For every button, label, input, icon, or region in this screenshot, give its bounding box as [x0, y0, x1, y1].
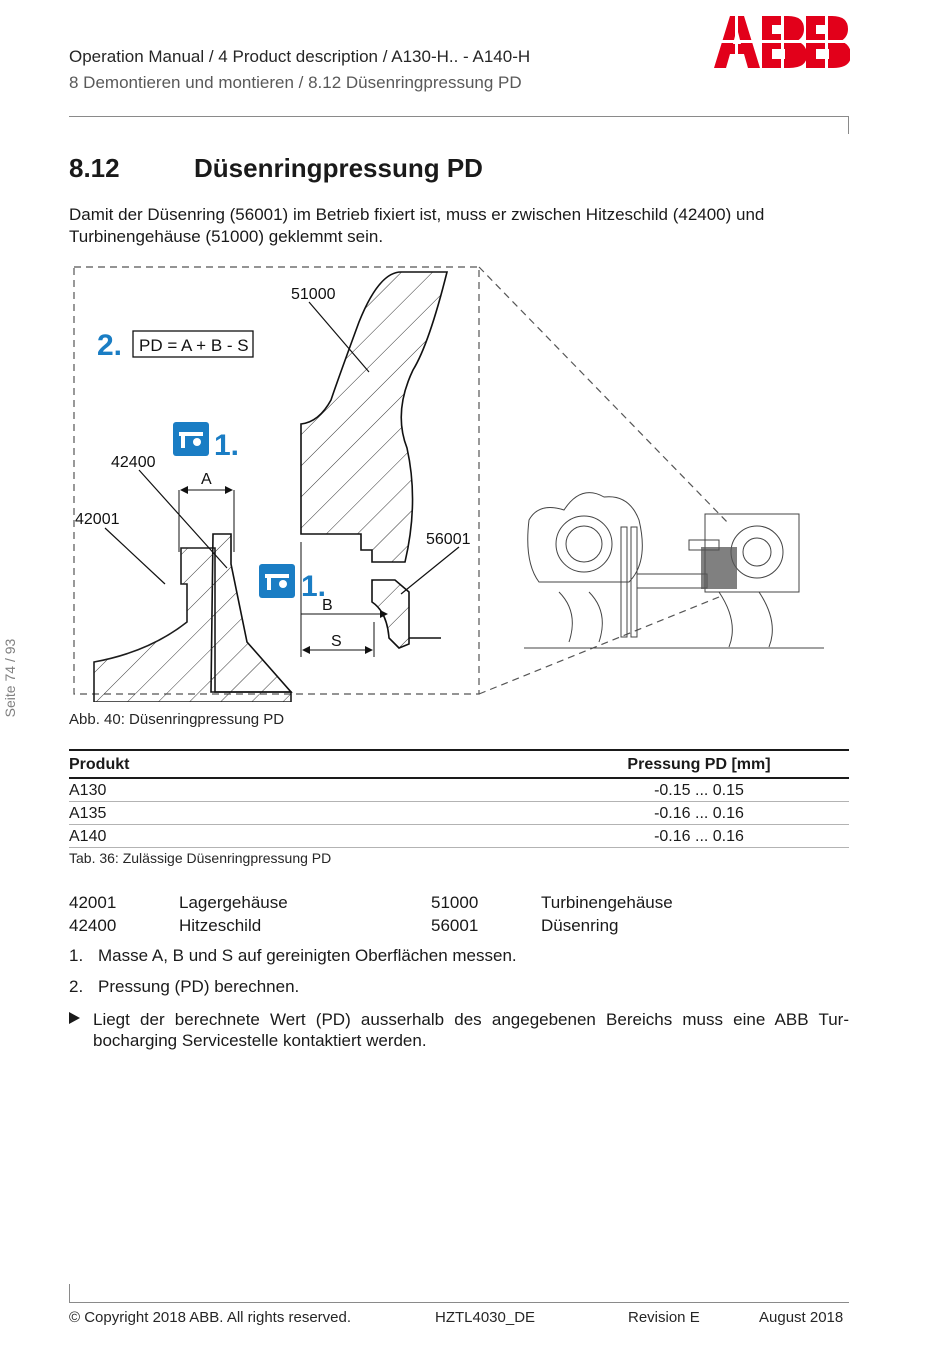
section-number: 8.12	[69, 153, 120, 183]
step-number: 1.	[69, 946, 84, 965]
label-42400: 42400	[111, 454, 156, 471]
footer-rule	[69, 1302, 849, 1303]
step-number: 2.	[69, 977, 84, 996]
section-title: Düsenringpressung PD	[194, 153, 483, 183]
overview-highlight	[701, 547, 737, 589]
result-note	[69, 1009, 849, 1051]
parts-legend	[69, 893, 849, 939]
formula-step-number: 2.	[97, 329, 123, 362]
abb-logo	[714, 16, 850, 68]
measure-step-number: 1.	[301, 570, 327, 603]
legend-name: Düsenring	[541, 916, 619, 935]
list-item	[69, 977, 849, 1008]
table-row	[69, 825, 849, 848]
footer-date: August 2018	[759, 1309, 844, 1326]
page-number-side	[0, 620, 20, 740]
legend-number: 51000	[431, 893, 479, 912]
page-number-text: Seite 74 / 93	[2, 638, 18, 718]
table-cell: A140	[69, 825, 549, 848]
caliper-icon	[173, 422, 209, 456]
legend-number: 56001	[431, 916, 479, 935]
footer-revision: Revision E	[628, 1309, 700, 1326]
result-arrow-icon	[69, 1012, 80, 1024]
table-cell: -0.16 ... 0.16	[549, 802, 849, 825]
turbocharger-overview	[524, 493, 824, 648]
legend-number: 42001	[69, 893, 117, 912]
legend-name: Lagergehäuse	[179, 893, 288, 912]
table-cell: A130	[69, 778, 549, 802]
table-cell: A135	[69, 802, 549, 825]
header-rule	[69, 116, 849, 117]
legend-name: Hitzeschild	[179, 916, 262, 935]
step-text: Pressung (PD) berechnen.	[98, 977, 300, 996]
table-cell: -0.16 ... 0.16	[549, 825, 849, 848]
breadcrumb-line-2: 8 Demontieren und montieren / 8.12 Düsenringpressung PD	[69, 73, 522, 92]
header-tick	[848, 116, 849, 134]
table-row	[69, 802, 849, 825]
procedure-steps	[69, 946, 849, 1008]
column-header: Produkt	[69, 750, 549, 778]
heat-shield-section	[211, 534, 291, 692]
legend-name: Turbinengehäuse	[541, 893, 673, 912]
intro-paragraph: Damit der Düsenring (56001) im Betrieb fixiert ist, muss er zwischen Hitzeschild (42400) und Turbinengehäuse (51000) geklemmt sein.	[69, 205, 765, 246]
pressure-table	[69, 749, 849, 848]
dimension-a-label: A	[201, 471, 212, 488]
measure-step-number: 1.	[214, 429, 240, 462]
legend-number: 42400	[69, 916, 117, 935]
column-header: Pressung PD [mm]	[549, 750, 849, 778]
dimension-b-label: B	[322, 597, 333, 614]
footer-copyright: © Copyright 2018 ABB. All rights reserved.	[69, 1309, 352, 1326]
footer-doc-id: HZTL4030_DE	[435, 1309, 536, 1326]
legend-row	[69, 893, 849, 916]
table-row	[69, 778, 849, 802]
turbine-housing-section	[301, 272, 447, 562]
figure-caption: Abb. 40: Düsenringpressung PD	[69, 711, 285, 728]
legend-row	[69, 916, 849, 939]
formula-text: PD = A + B - S	[139, 336, 249, 355]
footer-tick	[69, 1284, 70, 1302]
result-text: Liegt der berechnete Wert (PD) ausserhalb des angegebenen Bereichs muss eine ABB Turbocharging Servicestelle kontaktiert werden.	[93, 1010, 849, 1050]
dimension-s-label: S	[331, 633, 342, 650]
breadcrumb-line-1: Operation Manual / 4 Product description / A130-H.. - A140-H	[69, 47, 531, 66]
list-item	[69, 946, 849, 977]
nozzle-ring-figure	[69, 262, 849, 702]
table-caption: Tab. 36: Zulässige Düsenringpressung PD	[69, 850, 332, 866]
label-56001: 56001	[426, 531, 471, 548]
step-text: Masse A, B und S auf gereinigten Oberflächen messen.	[98, 946, 517, 965]
label-51000: 51000	[291, 286, 336, 303]
table-cell: -0.15 ... 0.15	[549, 778, 849, 802]
caliper-icon	[259, 564, 295, 598]
label-42001: 42001	[75, 511, 120, 528]
